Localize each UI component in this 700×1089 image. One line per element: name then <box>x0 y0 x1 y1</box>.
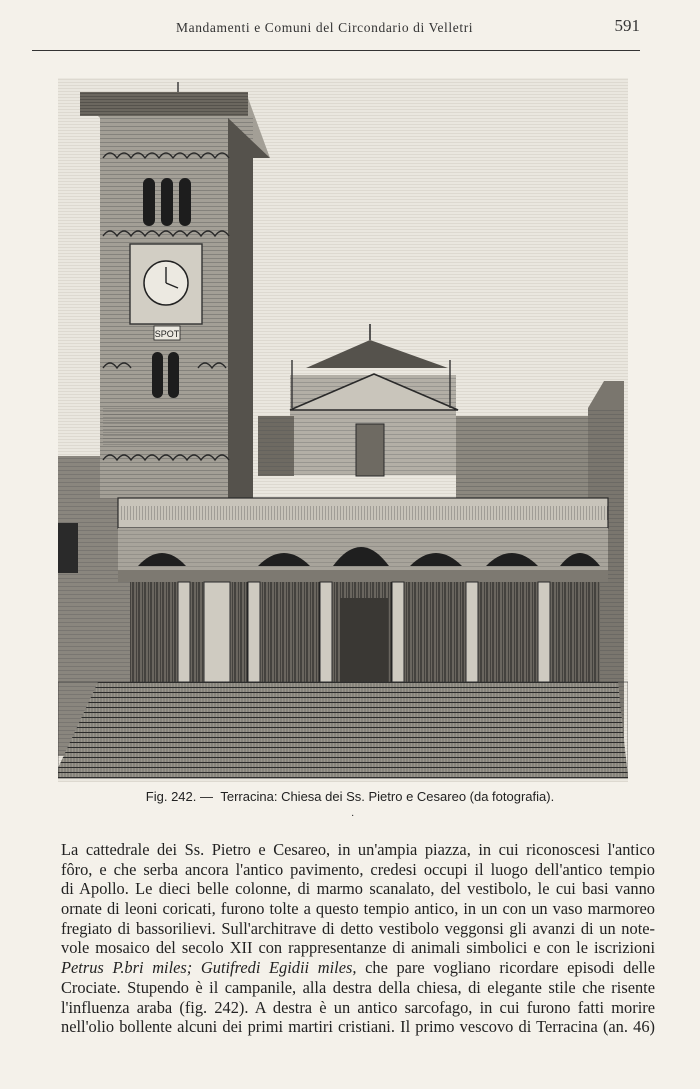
caption-text: Terracina: Chiesa dei Ss. Pietro e Cesareo (da fotografia). <box>220 789 555 804</box>
line-continuation: che pare vogliano ricordare episodi delle <box>356 958 655 978</box>
bell-tower <box>80 82 270 498</box>
figure-caption <box>0 789 700 804</box>
page-number: 591 <box>614 16 640 35</box>
text-line-italic <box>61 958 655 978</box>
text-line: fôro, e che serba ancora l'antico pavimento, credesi occupi il luogo dell'antico tempio <box>61 859 655 879</box>
page-header <box>32 12 640 51</box>
caption-number: Fig. 242. — <box>145 789 213 804</box>
tower-sign: SPOT <box>154 329 180 339</box>
text-line: La cattedrale dei Ss. Pietro e Cesareo, in un'ampia piazza, in cui riconoscesi l'antico <box>61 840 655 859</box>
italic-inscriptions: Petrus P.bri miles; Gutifredi Egidii miles, <box>61 958 357 978</box>
text-line: Crociate. Stupendo è il campanile, alla destra della chiesa, di elegante stile che risente <box>61 977 655 997</box>
portico <box>118 570 608 682</box>
body-paragraph <box>61 840 655 1037</box>
text-line: nell'olio bollente alcuni dei primi martiri cristiani. Il primo vescovo di Terracina (an. 46) <box>61 1017 655 1037</box>
text-line: ornate di leoni coricati, furono tolte a questo tempio antico, in un con un vaso marmoreo <box>61 899 655 919</box>
steps <box>58 682 628 778</box>
text-line: vole mosaico del secolo XII con rappresentanze di animali simbolici e con le iscrizioni <box>61 938 655 958</box>
text-line: di Apollo. Le dieci belle colonne, di marmo scanalato, del vestibolo, le cui basi vanno <box>61 879 655 899</box>
separator-dot: · <box>351 811 355 822</box>
text-line: fregiato di bassorilievi. Sull'architrave di detto vestibolo veggonsi gli avanzi di un note- <box>61 918 655 938</box>
engraving-illustration <box>58 78 628 782</box>
text-line: l'influenza araba (fig. 242). A destra è un antico sarcofago, in cui furono fatti morire <box>61 997 655 1017</box>
running-title: Mandamenti e Comuni del Circondario di Velletri <box>176 20 474 35</box>
